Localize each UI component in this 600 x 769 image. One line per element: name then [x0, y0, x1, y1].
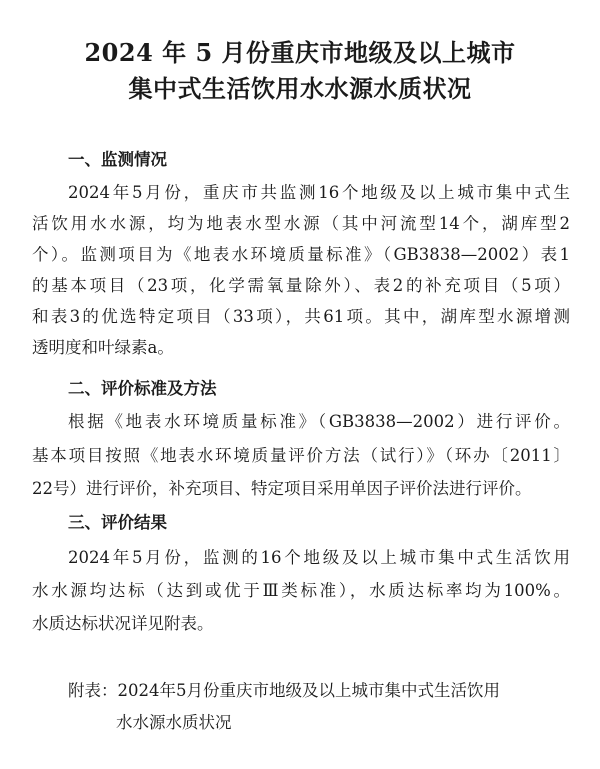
paragraph-line: 根据《地表水环境质量标准》（GB3838—2002）进行评价。: [68, 412, 570, 431]
appendix-line-2: 水水源水质状况: [116, 713, 232, 732]
document-title-line-1: 2024 年 5 月份重庆市地级及以上城市: [84, 38, 516, 67]
section-heading-monitoring: 一、监测情况: [68, 150, 167, 169]
paragraph-line: 和表3的优选特定项目（33项），共61项。其中，湖库型水源增测: [32, 307, 570, 326]
paragraph-line: 的基本项目（23项，化学需氧量除外）、表2的补充项目（5项）: [32, 276, 570, 295]
paragraph-line: 水水源均达标（达到或优于Ⅲ类标准），水质达标率均为100%。: [32, 581, 570, 600]
section-heading-results: 三、评价结果: [68, 513, 167, 532]
paragraph-line: 活饮用水水源，均为地表水型水源（其中河流型14个，湖库型2: [32, 214, 570, 233]
paragraph-line: 基本项目按照《地表水环境质量评价方法（试行）》（环办〔2011〕: [32, 446, 570, 465]
paragraph-line: 2024年5月份，重庆市共监测16个地级及以上城市集中式生: [68, 183, 570, 202]
paragraph-line: 透明度和叶绿素a。: [32, 338, 174, 357]
paragraph-line: 个）。监测项目为《地表水环境质量标准》（GB3838—2002）表1: [32, 245, 570, 264]
paragraph-line: 水质达标状况详见附表。: [32, 614, 214, 633]
paragraph-line: 2024年5月份，监测的16个地级及以上城市集中式生活饮用: [68, 548, 570, 567]
paragraph-line: 22号）进行评价，补充项目、特定项目采用单因子评价法进行评价。: [32, 479, 532, 498]
appendix-line-1: 附表：2024年5月份重庆市地级及以上城市集中式生活饮用: [68, 681, 500, 700]
section-heading-standards: 二、评价标准及方法: [68, 379, 217, 398]
document-title-line-2: 集中式生活饮用水水源水质状况: [128, 74, 472, 103]
